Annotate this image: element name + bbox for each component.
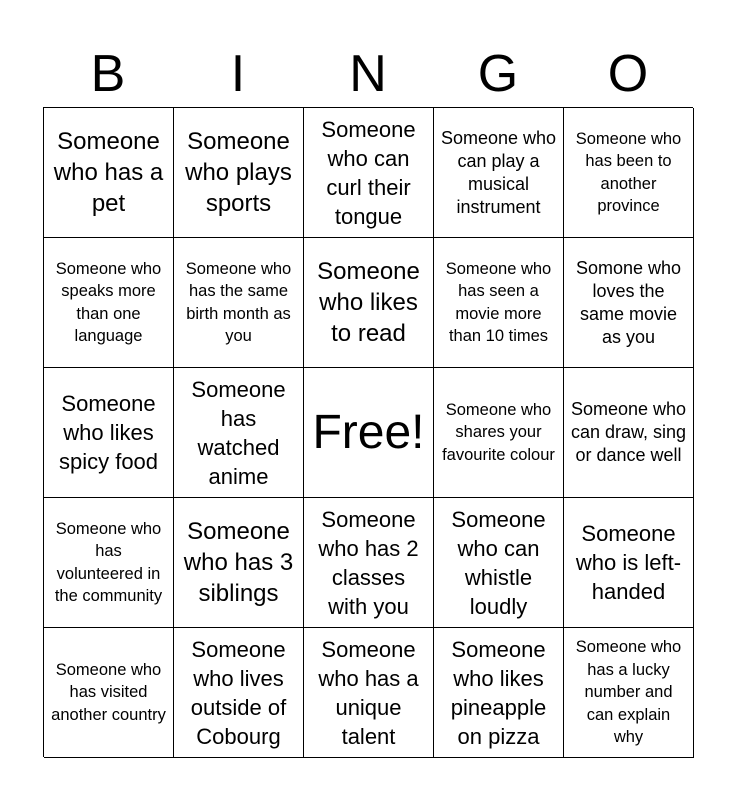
cell-text: Someone who can curl their tongue [321,116,416,229]
cell-text: Someone who has a pet [53,128,164,217]
cell-text: Someone who has a unique talent [318,636,419,749]
cell-text: Someone who can draw, sing or dance well [570,399,687,465]
bingo-cell [44,368,174,498]
cell-text: Someone who has volunteered in the community [54,519,163,605]
bingo-cell [304,108,434,238]
header-letter-o: O [607,45,649,103]
bingo-cell [304,628,434,758]
bingo-cell [304,498,434,628]
cell-text: Someone who has the same birth month as you [185,259,292,345]
bingo-grid [43,107,693,757]
cell-text: Someone who has been to another province [575,129,682,215]
cell-text: Someone who likes pineapple on pizza [450,636,547,749]
bingo-cell [564,238,694,368]
bingo-cell [434,238,564,368]
cell-text: Somone who loves the same movie as you [575,257,682,347]
bingo-cell [564,368,694,498]
cell-text: Someone who can whistle loudly [451,506,546,619]
bingo-cell [44,498,174,628]
cell-text: Someone who lives outside of Cobourg [190,636,287,749]
bingo-cell [174,368,304,498]
bingo-cell [564,628,694,758]
cell-text: Someone who shares your favourite colour [442,400,555,464]
cell-text: Someone who speaks more than one language [55,259,162,345]
cell-text: Someone who has a lucky number and can explain why [575,638,682,747]
cell-text: Someone who has 2 classes with you [318,506,419,619]
cell-text: Someone who has visited another country [51,660,166,724]
bingo-cell [564,108,694,238]
header-letter-n: N [349,45,387,103]
cell-text: Someone has watched anime [191,376,286,489]
cell-text: Someone who has 3 siblings [183,518,294,607]
bingo-cell [174,498,304,628]
bingo-cell [174,108,304,238]
bingo-cell [44,108,174,238]
bingo-cell [434,368,564,498]
bingo-cell [174,238,304,368]
cell-text: Someone who likes spicy food [58,391,159,474]
bingo-cell [174,628,304,758]
cell-text: Someone who plays sports [185,128,292,217]
header-letter-b: B [90,45,126,103]
bingo-cell [434,108,564,238]
bingo-header [43,40,693,108]
cell-text: Someone who has seen a movie more than 10 times [445,259,552,345]
bingo-cell [304,238,434,368]
bingo-cell [44,628,174,758]
header-letter-g: G [477,45,519,103]
bingo-cell [44,238,174,368]
header-letter-i: I [230,45,246,103]
bingo-cell [434,628,564,758]
cell-text: Someone who is left-handed [575,521,682,604]
bingo-cell [434,498,564,628]
free-cell [304,368,434,498]
bingo-cell [564,498,694,628]
free-text: Free! [312,405,425,459]
cell-text: Someone who likes to read [317,258,420,347]
cell-text: Someone who can play a musical instrument [440,127,557,217]
